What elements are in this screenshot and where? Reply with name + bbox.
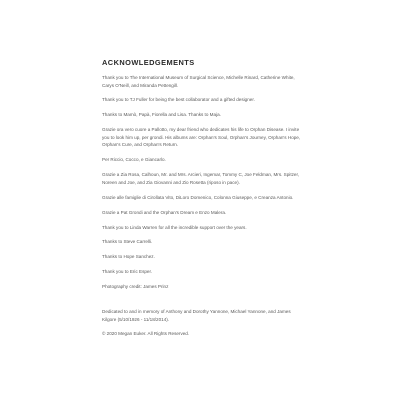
acknowledgements-page [102, 58, 302, 345]
copyright-notice: © 2020 Megan Euker. All Rights Reserved. [102, 331, 190, 337]
paragraph-family-thanks: Thanks to Mamò, Papà, Fiorella and Lisa. Thanks to Maja. [102, 112, 221, 118]
paragraph-museum-thanks: Thank you to The International Museum of Surgical Science, Michelle Rinard, Catherine White, Carys O'Neill, and Miranda Pettengill. [102, 75, 295, 88]
paragraph-friend-thanks: Grazie ora vero cuore a Pallotto, my dear friend who dedicates his life to Orphan Disease. I invite you to look him up, per grondi. His albums are: Orphan's Soul, Orphan's Journey, Orphan's Hope, Orphan's Cure, and Orphan's Return. [102, 127, 301, 148]
paragraph-grazie-zia: Grazie a Zia Rosa, Calhoun, Mr. and Mrs. Arcieri, Ingemar, Tommy C, Joe Feldman, Mrs. Spitzer, Noreen and Joe, and Zia Giovanni and Zio Rosetta (riposo in pace). [102, 172, 300, 185]
page-title: ACKNOWLEDGEMENTS [102, 58, 195, 67]
paragraph-per-riccio: Per Riccio, Cocco, e Giancarlo. [102, 157, 166, 163]
section-spacer [102, 298, 302, 308]
paragraph-designer-thanks: Thank you to TJ Fuller for being the best collaborator and a gifted designer. [102, 97, 255, 103]
dedication: Dedicated to and in memory of Anthony and Dorothy Yannone, Michael Yannone, and James Kilgore (5/10/1926 - 11/18/2014). [102, 308, 291, 322]
paragraph-hope-thanks: Thanks to Hope Sanchez. [102, 254, 155, 260]
paragraph-grazie-famiglie: Grazie alle famiglie di Cirollata Vito, DiLoro Domenico, Colonna Giuseppe, e Creanza Antonio. [102, 194, 294, 200]
photography-credit: Photography credit: James Prinz [102, 284, 169, 290]
paragraph-steve-thanks: Thanks to Steve Carrelli. [102, 239, 153, 245]
paragraph-eric-thanks: Thank you to Eric Esper. [102, 269, 153, 275]
paragraph-linda-thanks: Thank you to Linda Warren for all the incredible support over the years. [102, 224, 247, 230]
paragraph-grazie-pat: Grazie a Pat Grondi and the Orphan's Dream e Enzo Malera. [102, 209, 227, 215]
